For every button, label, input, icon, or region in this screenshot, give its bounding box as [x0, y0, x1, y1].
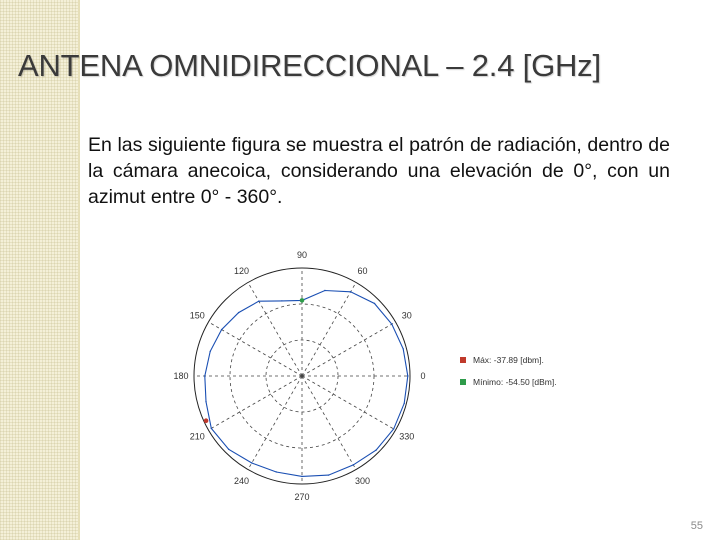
- polar-data-point: [209, 351, 210, 352]
- polar-spoke: [248, 282, 302, 376]
- polar-data-point: [221, 329, 222, 330]
- page-number: 55: [690, 520, 703, 532]
- polar-data-point: [211, 428, 212, 429]
- polar-spoke: [302, 322, 396, 376]
- polar-angle-label: 210: [189, 431, 205, 442]
- chart-legend: [460, 355, 557, 387]
- polar-data-point: [324, 290, 325, 291]
- polar-spoke: [208, 376, 302, 430]
- polar-angle-label: 0: [420, 371, 426, 381]
- polar-data-point: [374, 303, 375, 304]
- polar-data-point: [228, 449, 229, 450]
- polar-data-point: [238, 312, 239, 313]
- polar-angle-label: 180: [173, 371, 189, 381]
- radiation-pattern-figure: [160, 240, 580, 510]
- polar-extreme-marker: [300, 298, 305, 303]
- polar-extreme-marker: [204, 418, 209, 423]
- polar-data-point: [353, 464, 354, 465]
- polar-angle-label: 120: [233, 266, 250, 277]
- polar-angle-label: 330: [399, 431, 415, 442]
- polar-angle-label: 150: [189, 310, 205, 321]
- legend-swatch: [460, 357, 466, 363]
- polar-angle-label: 240: [233, 475, 250, 486]
- slide-title: ANTENA OMNIDIRECCIONAL – 2.4 [GHz]: [18, 48, 601, 83]
- polar-data-point: [328, 474, 329, 475]
- legend-label: Mínimo: -54.50 [dBm].: [473, 377, 557, 387]
- polar-data-point: [350, 291, 351, 292]
- polar-angle-label: 90: [296, 250, 308, 260]
- polar-spoke: [302, 376, 356, 470]
- polar-angle-label: 270: [294, 492, 310, 502]
- polar-angle-label: 30: [401, 310, 412, 321]
- polar-data-point: [301, 476, 302, 477]
- legend-label: Máx: -37.89 [dbm].: [473, 355, 544, 365]
- polar-angle-label: 60: [357, 266, 368, 277]
- polar-data-point: [276, 471, 277, 472]
- polar-data-point: [281, 300, 282, 301]
- polar-data-point: [391, 323, 392, 324]
- polar-data-point: [258, 300, 259, 301]
- polar-spoke: [208, 322, 302, 376]
- polar-markers: [204, 298, 305, 423]
- polar-spoke: [302, 376, 396, 430]
- polar-data-point: [375, 449, 376, 450]
- polar-data-point: [402, 348, 403, 349]
- polar-data-point: [393, 428, 394, 429]
- polar-data-point: [404, 403, 405, 404]
- legend-swatch: [460, 379, 466, 385]
- polar-data-point: [251, 462, 252, 463]
- polar-data-point: [407, 375, 408, 376]
- polar-spoke: [248, 376, 302, 470]
- polar-angle-label: 300: [354, 475, 371, 486]
- slide-body-text: En las siguiente figura se muestra el patrón de radiación, dentro de la cámara anecoica, considerando una elevación de 0°, con un azimut entre 0° - 360°.: [88, 134, 670, 208]
- polar-data-point: [205, 401, 206, 402]
- polar-data-point: [204, 375, 205, 376]
